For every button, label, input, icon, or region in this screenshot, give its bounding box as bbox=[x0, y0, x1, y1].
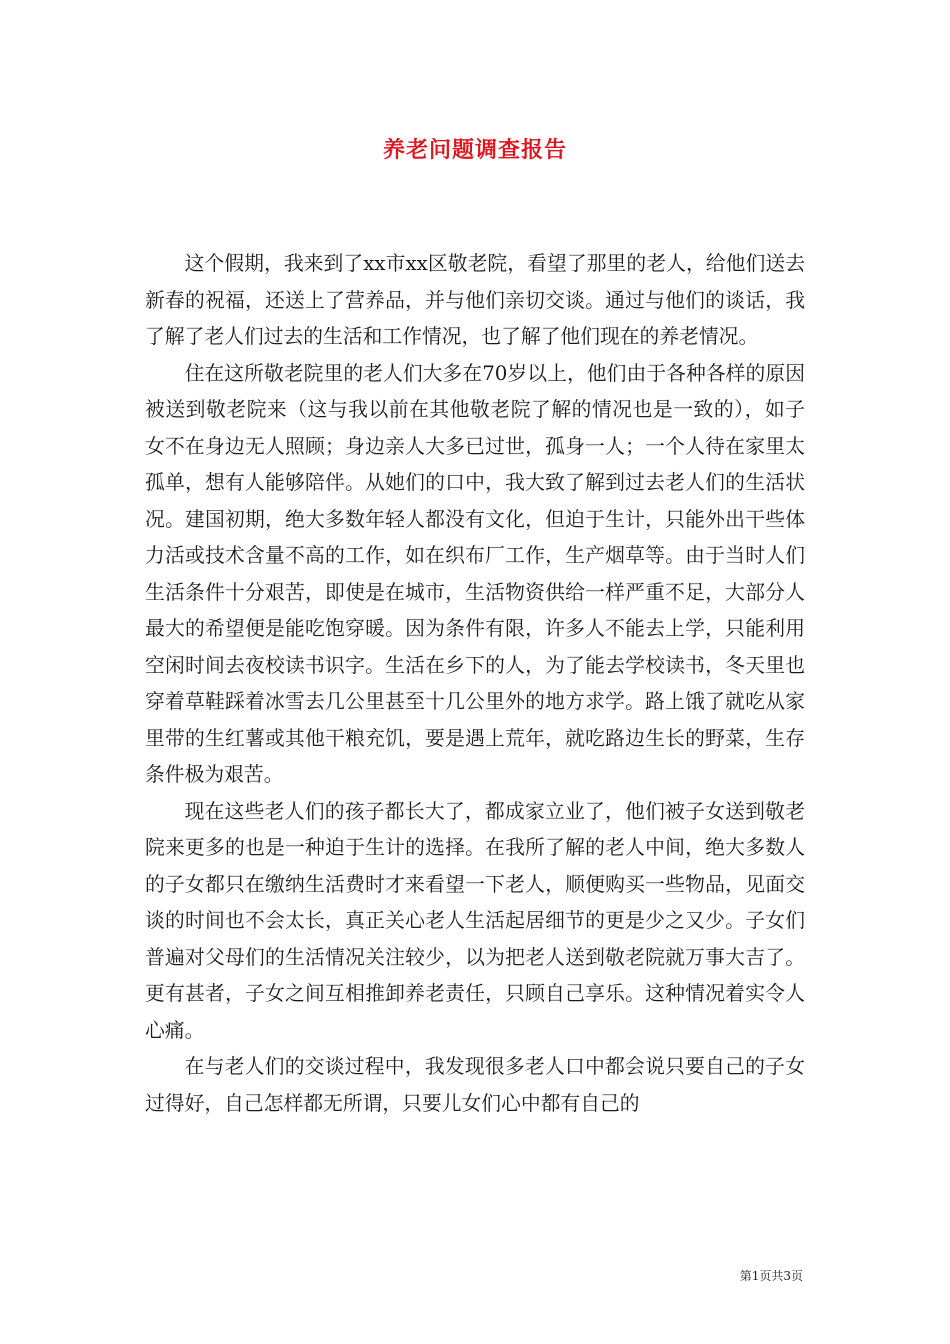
paragraph: 现在这些老人们的孩子都长大了，都成家立业了，他们被子女送到敬老院来更多的也是一种迫于生计的选择。在我所了解的老人中间，绝大多数人的子女都只在缴纳生活费时才来看望一下老人，顺便购买一些物品，见面交谈的时间也不会太长，真正关心老人生活起居细节的更是少之又少。子女们普遍对父母们的生活情况关注较少，以为把老人送到敬老院就万事大吉了。更有甚者，子女之间互相推卸养老责任，只顾自己享乐。这种情况着实令人心痛。 bbox=[145, 799, 805, 1042]
document-body bbox=[145, 246, 805, 1122]
paragraph: 在与老人们的交谈过程中，我发现很多老人口中都会说只要自己的子女过得好，自己怎样都无所谓，只要儿女们心中都有自己的 bbox=[145, 1055, 805, 1115]
paragraph: 这个假期，我来到了xx市xx区敬老院，看望了那里的老人，给他们送去新春的祝福，还送上了营养品，并与他们亲切交谈。通过与他们的谈话，我了解了老人们过去的生活和工作情况，也了解了他们现在的养老情况。 bbox=[145, 252, 805, 348]
page-number: 第1页共3页 bbox=[739, 1269, 803, 1283]
paragraph: 住在这所敬老院里的老人们大多在70岁以上，他们由于各种各样的原因被送到敬老院来（这与我以前在其他敬老院了解的情况也是一致的），如子女不在身边无人照顾；身边亲人大多已过世，孤身一人；一个人待在家里太孤单，想有人能够陪伴。从她们的口中，我大致了解到过去老人们的生活状况。建国初期，绝大多数年轻人都没有文化，但迫于生计，只能外出干些体力活或技术含量不高的工作，如在织布厂工作，生产烟草等。由于当时人们生活条件十分艰苦，即使是在城市，生活物资供给一样严重不足，大部分人最大的希望便是能吃饱穿暖。因为条件有限，许多人不能去上学，只能利用空闲时间去夜校读书识字。生活在乡下的人，为了能去学校读书，冬天里也穿着草鞋踩着冰雪去几公里甚至十几公里外的地方求学。路上饿了就吃从家里带的生红薯或其他干粮充饥，要是遇上荒年，就吃路边生长的野菜，生存条件极为艰苦。 bbox=[145, 361, 805, 786]
document-title: 养老问题调查报告 bbox=[382, 137, 567, 163]
